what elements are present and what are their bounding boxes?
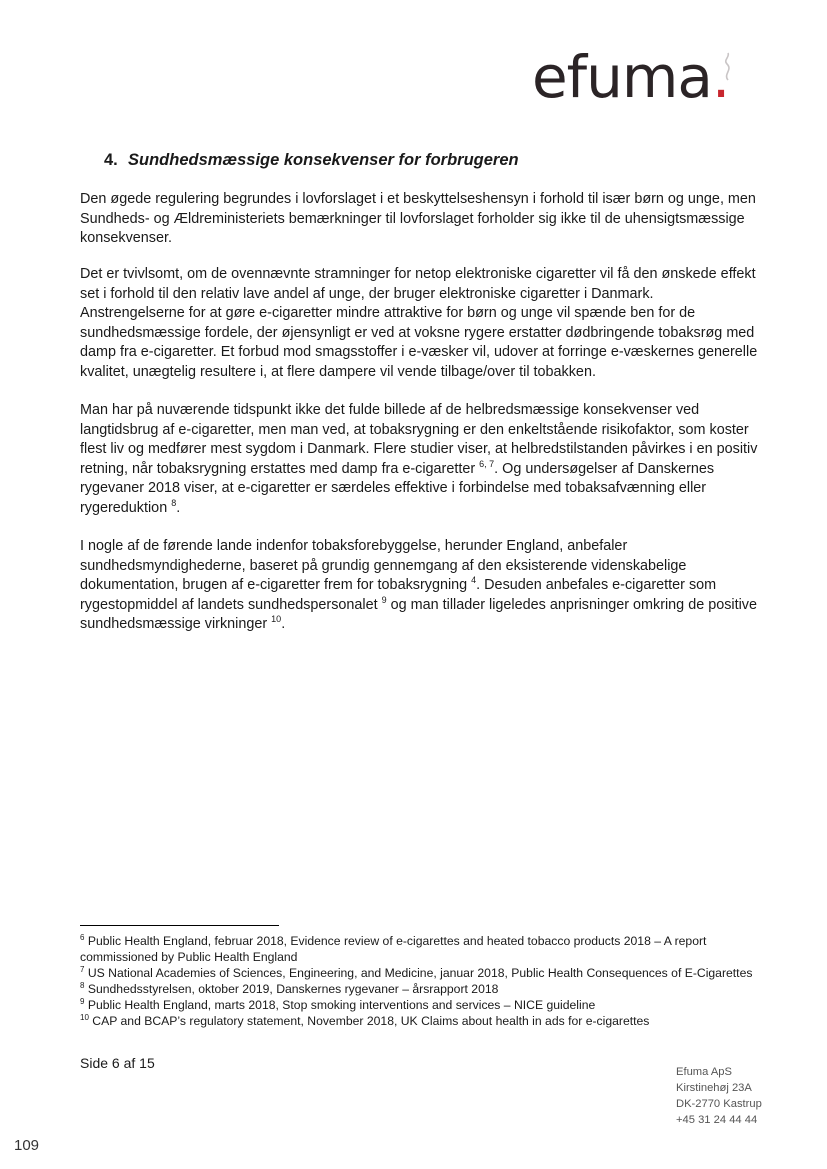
section-heading <box>104 150 519 170</box>
smoke-swirl-icon <box>721 52 735 82</box>
footnote <box>80 965 760 981</box>
paragraph-4-text-c: og man tillader ligeledes anprisninger omkring de positive sundhedsmæssige virkninger <box>80 596 757 632</box>
footnote-number: 9 <box>80 997 85 1006</box>
body-text-3 <box>80 401 760 531</box>
logo-text: efuma <box>532 43 712 111</box>
address-company: Efuma ApS <box>676 1066 732 1078</box>
footnote-number: 8 <box>80 981 85 990</box>
footnote <box>80 981 760 997</box>
paragraph-2: Det er tvivlsomt, om de ovennævnte stramninger for netop elektroniske cigaretter vil få den ønskede effekt set i forhold til den relativ lave andel af unge, der bruger elektroniske cigaretter i Danmark. Anstrengelserne for at gøre e-cigaretter mindre attraktive for børn og unge vil spænde ben for de sundhedsmæssige fordele, der øjensynligt er ved at voksne rygere erstatter dødbringende tobaksrøg med damp fra e-cigaretter. Et forbud mod smagsstoffer i e-væsker vil, udover at forringe e-væskernes generelle kvalitet, unægtelig resultere i, at flere dampere vil vende tilbage/over til tobakken. <box>80 266 758 380</box>
footnote-text: US National Academies of Sciences, Engineering, and Medicine, januar 2018, Public Health Consequences of E-Cigarettes <box>84 966 753 980</box>
page-label: Side 6 af 15 <box>80 1055 155 1071</box>
paragraph-3-text-c: . <box>176 499 181 516</box>
paragraph-1: Den øgede regulering begrundes i lovforslaget i et beskyttelseshensyn i forhold til især børn og unge, men Sundheds- og Ældreministeriets bemærkninger til lovforslaget forholder sig ikke til de uhensigtsmæssige konsekvenser. <box>80 191 756 246</box>
paragraph-4-text-d: . <box>281 616 286 632</box>
page-number: 109 <box>14 1137 40 1154</box>
footnote-divider <box>80 925 279 926</box>
footnote <box>80 933 760 965</box>
paragraph-3-text-b: . Og undersøgelser af Danskernes rygevaner 2018 viser, at e-cigaretter er særdeles effektive i forbindelse med tobaksafvænning eller rygereduktion <box>80 460 715 516</box>
body-text-4 <box>80 537 760 648</box>
section-title: Sundhedsmæssige konsekvenser for forbrugeren <box>128 151 519 169</box>
footnote-number: 7 <box>80 965 85 974</box>
address-phone: +45 31 24 44 44 <box>676 1114 758 1126</box>
efuma-logo <box>532 43 730 111</box>
paragraph-4 <box>80 537 760 635</box>
company-address <box>676 1064 762 1128</box>
footnote-ref: 10 <box>271 614 282 624</box>
address-street: Kirstinehøj 23A <box>676 1082 752 1094</box>
paragraph-4-text-a: I nogle af de førende lande indenfor tobaksforebyggelse, herunder England, anbefaler sundhedsmyndighederne, baseret på grundig gennemgang af den eksisterende videnskabelige dokumentation, brugen af e-cigaretter frem for tobaksrygning <box>80 538 687 593</box>
footnote-text: CAP and BCAP’s regulatory statement, November 2018, UK Claims about health in ads for e-cigarettes <box>88 1014 650 1028</box>
footnote-number: 10 <box>80 1013 89 1022</box>
body-text-2 <box>80 265 760 395</box>
footnote-ref: 8 <box>171 497 177 508</box>
footnote-ref: 4 <box>471 575 477 585</box>
logo-dot: . <box>711 43 730 111</box>
footnote-text: Public Health England, februar 2018, Evidence review of e-cigarettes and heated tobacco products 2018 – A report commissioned by Public Health England <box>80 934 707 964</box>
footnote-ref: 6, 7 <box>479 458 495 469</box>
footnotes <box>80 933 760 1029</box>
address-city: DK-2770 Kastrup <box>676 1098 762 1110</box>
paragraph-4-text-b: . Desuden anbefales e-cigaretter som rygestopmiddel af landets sundhedspersonalet <box>80 577 717 613</box>
section-number: 4. <box>104 151 118 169</box>
footnote-text: Sundhedsstyrelsen, oktober 2019, Danskernes rygevaner – årsrapport 2018 <box>84 982 499 996</box>
footnote-number: 6 <box>80 933 85 942</box>
paragraph-3 <box>80 401 760 518</box>
footnote <box>80 997 760 1013</box>
footnote-text: Public Health England, marts 2018, Stop smoking interventions and services – NICE guideline <box>84 998 596 1012</box>
footnote <box>80 1013 760 1029</box>
paragraph-3-text-a: Man har på nuværende tidspunkt ikke det fulde billede af de helbredsmæssige konsekvenser ved langtidsbrug af e-cigaretter, men man ved, at tobaksrygning er den enkeltstående risikofaktor, som koster flest liv og medfører mest sygdom i Danmark. Flere studier viser, at helbredstilstanden påvirkes i en positiv retning, når tobaksrygning erstattes med damp fra e-cigaretter <box>80 402 758 477</box>
footnote-ref: 9 <box>381 594 387 605</box>
body-text <box>80 190 760 262</box>
